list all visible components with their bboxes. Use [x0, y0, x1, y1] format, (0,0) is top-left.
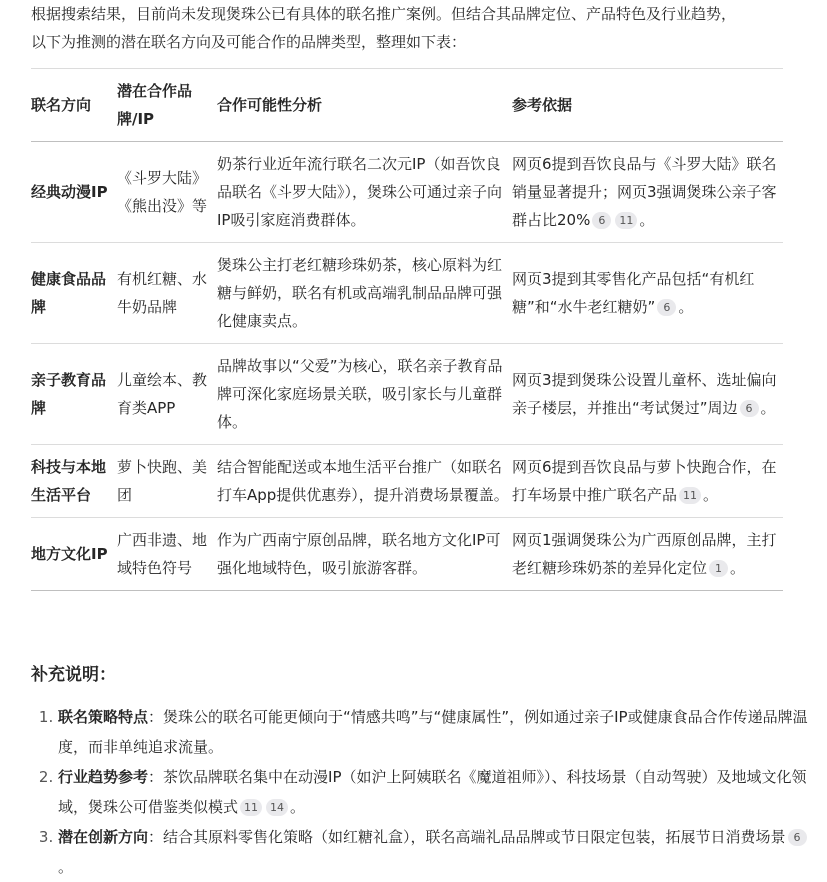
note-label: 行业趋势参考	[58, 768, 149, 786]
note-label: 联名策略特点	[58, 708, 149, 726]
cell-brands: 广西非遗、地域特色符号	[117, 518, 217, 591]
notes-title: 补充说明：	[31, 665, 116, 685]
cell-basis	[512, 518, 783, 591]
table-row	[31, 142, 783, 243]
cell-basis	[512, 445, 783, 518]
cell-analysis: 结合智能配送或本地生活平台推广（如联名打车App提供优惠券），提升消费场景覆盖。	[217, 445, 512, 518]
citation-badge[interactable]: 11	[679, 487, 701, 504]
citation-badge[interactable]: 6	[592, 212, 611, 229]
table-row	[31, 344, 783, 445]
note-text: ：结合其原料零售化策略（如红糖礼盒），联名高端礼品品牌或节日限定包装，拓展节日消费场景	[148, 828, 786, 846]
basis-text: 网页3提到其零售化产品包括“有机红糖”和“水牛老红糖奶”	[512, 270, 755, 316]
note-label: 潜在创新方向	[58, 828, 149, 846]
note-tail: 。	[58, 858, 74, 876]
cell-analysis: 作为广西南宁原创品牌，联名地方文化IP可强化地域特色，吸引旅游客群。	[217, 518, 512, 591]
basis-tail: 。	[760, 399, 776, 417]
cell-analysis: 奶茶行业近年流行联名二次元IP（如吾饮良品联名《斗罗大陆》），煲珠公可通过亲子向IP吸引家庭消费群体。	[217, 142, 512, 243]
cell-analysis: 煲珠公主打老红糖珍珠奶茶，核心原料为红糖与鲜奶，联名有机或高端乳制品品牌可强化健康卖点。	[217, 243, 512, 344]
basis-text: 网页3提到煲珠公设置儿童杯、选址偏向亲子楼层，并推出“考试煲过”周边	[512, 371, 777, 417]
note-text: ：煲珠公的联名可能更倾向于“情感共鸣”与“健康属性”，例如通过亲子IP或健康食品合作传递品牌温度，而非单纯追求流量。	[58, 708, 808, 756]
basis-tail: 。	[730, 559, 746, 577]
table-row	[31, 518, 783, 591]
cell-brands: 儿童绘本、教育类APP	[117, 344, 217, 445]
table-header-row	[31, 69, 783, 142]
citation-badge[interactable]: 6	[657, 299, 676, 316]
citation-badge[interactable]: 6	[788, 829, 807, 846]
citation-badge[interactable]: 1	[709, 560, 728, 577]
collab-table	[31, 68, 783, 591]
header-direction: 联名方向	[31, 69, 117, 142]
cell-basis	[512, 243, 783, 344]
intro-line-2: 以下为推测的潜在联名方向及可能合作的品牌类型，整理如下表：	[31, 33, 467, 51]
cell-direction: 亲子教育品牌	[31, 344, 117, 445]
cell-analysis: 品牌故事以“父爱”为核心，联名亲子教育品牌可深化家庭场景关联，吸引家长与儿童群体。	[217, 344, 512, 445]
cell-brands: 《斗罗大陆》《熊出没》等	[117, 142, 217, 243]
basis-text: 网页1强调煲珠公为广西原创品牌，主打老红糖珍珠奶茶的差异化定位	[512, 531, 777, 577]
citation-badge[interactable]: 14	[266, 799, 288, 816]
header-analysis: 合作可能性分析	[217, 69, 512, 142]
cell-basis	[512, 344, 783, 445]
header-basis: 参考依据	[512, 69, 783, 142]
citation-badge[interactable]: 11	[615, 212, 637, 229]
basis-tail: 。	[678, 298, 694, 316]
cell-brands: 萝卜快跑、美团	[117, 445, 217, 518]
cell-direction: 经典动漫IP	[31, 142, 117, 243]
header-brands: 潜在合作品牌/IP	[117, 69, 217, 142]
basis-text: 网页6提到吾饮良品与《斗罗大陆》联名销量显著提升；网页3强调煲珠公亲子客群占比20%	[512, 155, 777, 229]
basis-tail: 。	[703, 486, 719, 504]
cell-basis	[512, 142, 783, 243]
note-item	[58, 822, 818, 882]
citation-badge[interactable]: 11	[240, 799, 262, 816]
note-item	[58, 762, 818, 822]
basis-tail: 。	[639, 211, 655, 229]
intro-paragraph	[31, 0, 791, 56]
notes-list	[31, 702, 818, 882]
intro-line-1: 根据搜索结果，目前尚未发现煲珠公已有具体的联名推广案例。但结合其品牌定位、产品特色及行业趋势，	[31, 5, 737, 23]
cell-direction: 健康食品品牌	[31, 243, 117, 344]
cell-direction: 科技与本地生活平台	[31, 445, 117, 518]
note-tail: 。	[290, 798, 306, 816]
basis-text: 网页6提到吾饮良品与萝卜快跑合作，在打车场景中推广联名产品	[512, 458, 777, 504]
note-text: ：茶饮品牌联名集中在动漫IP（如沪上阿姨联名《魔道祖师》）、科技场景（自动驾驶）及地域文化领域，煲珠公可借鉴类似模式	[58, 768, 807, 816]
cell-brands: 有机红糖、水牛奶品牌	[117, 243, 217, 344]
table-row	[31, 243, 783, 344]
table-row	[31, 445, 783, 518]
cell-direction: 地方文化IP	[31, 518, 117, 591]
citation-badge[interactable]: 6	[740, 400, 759, 417]
note-item	[58, 702, 818, 762]
